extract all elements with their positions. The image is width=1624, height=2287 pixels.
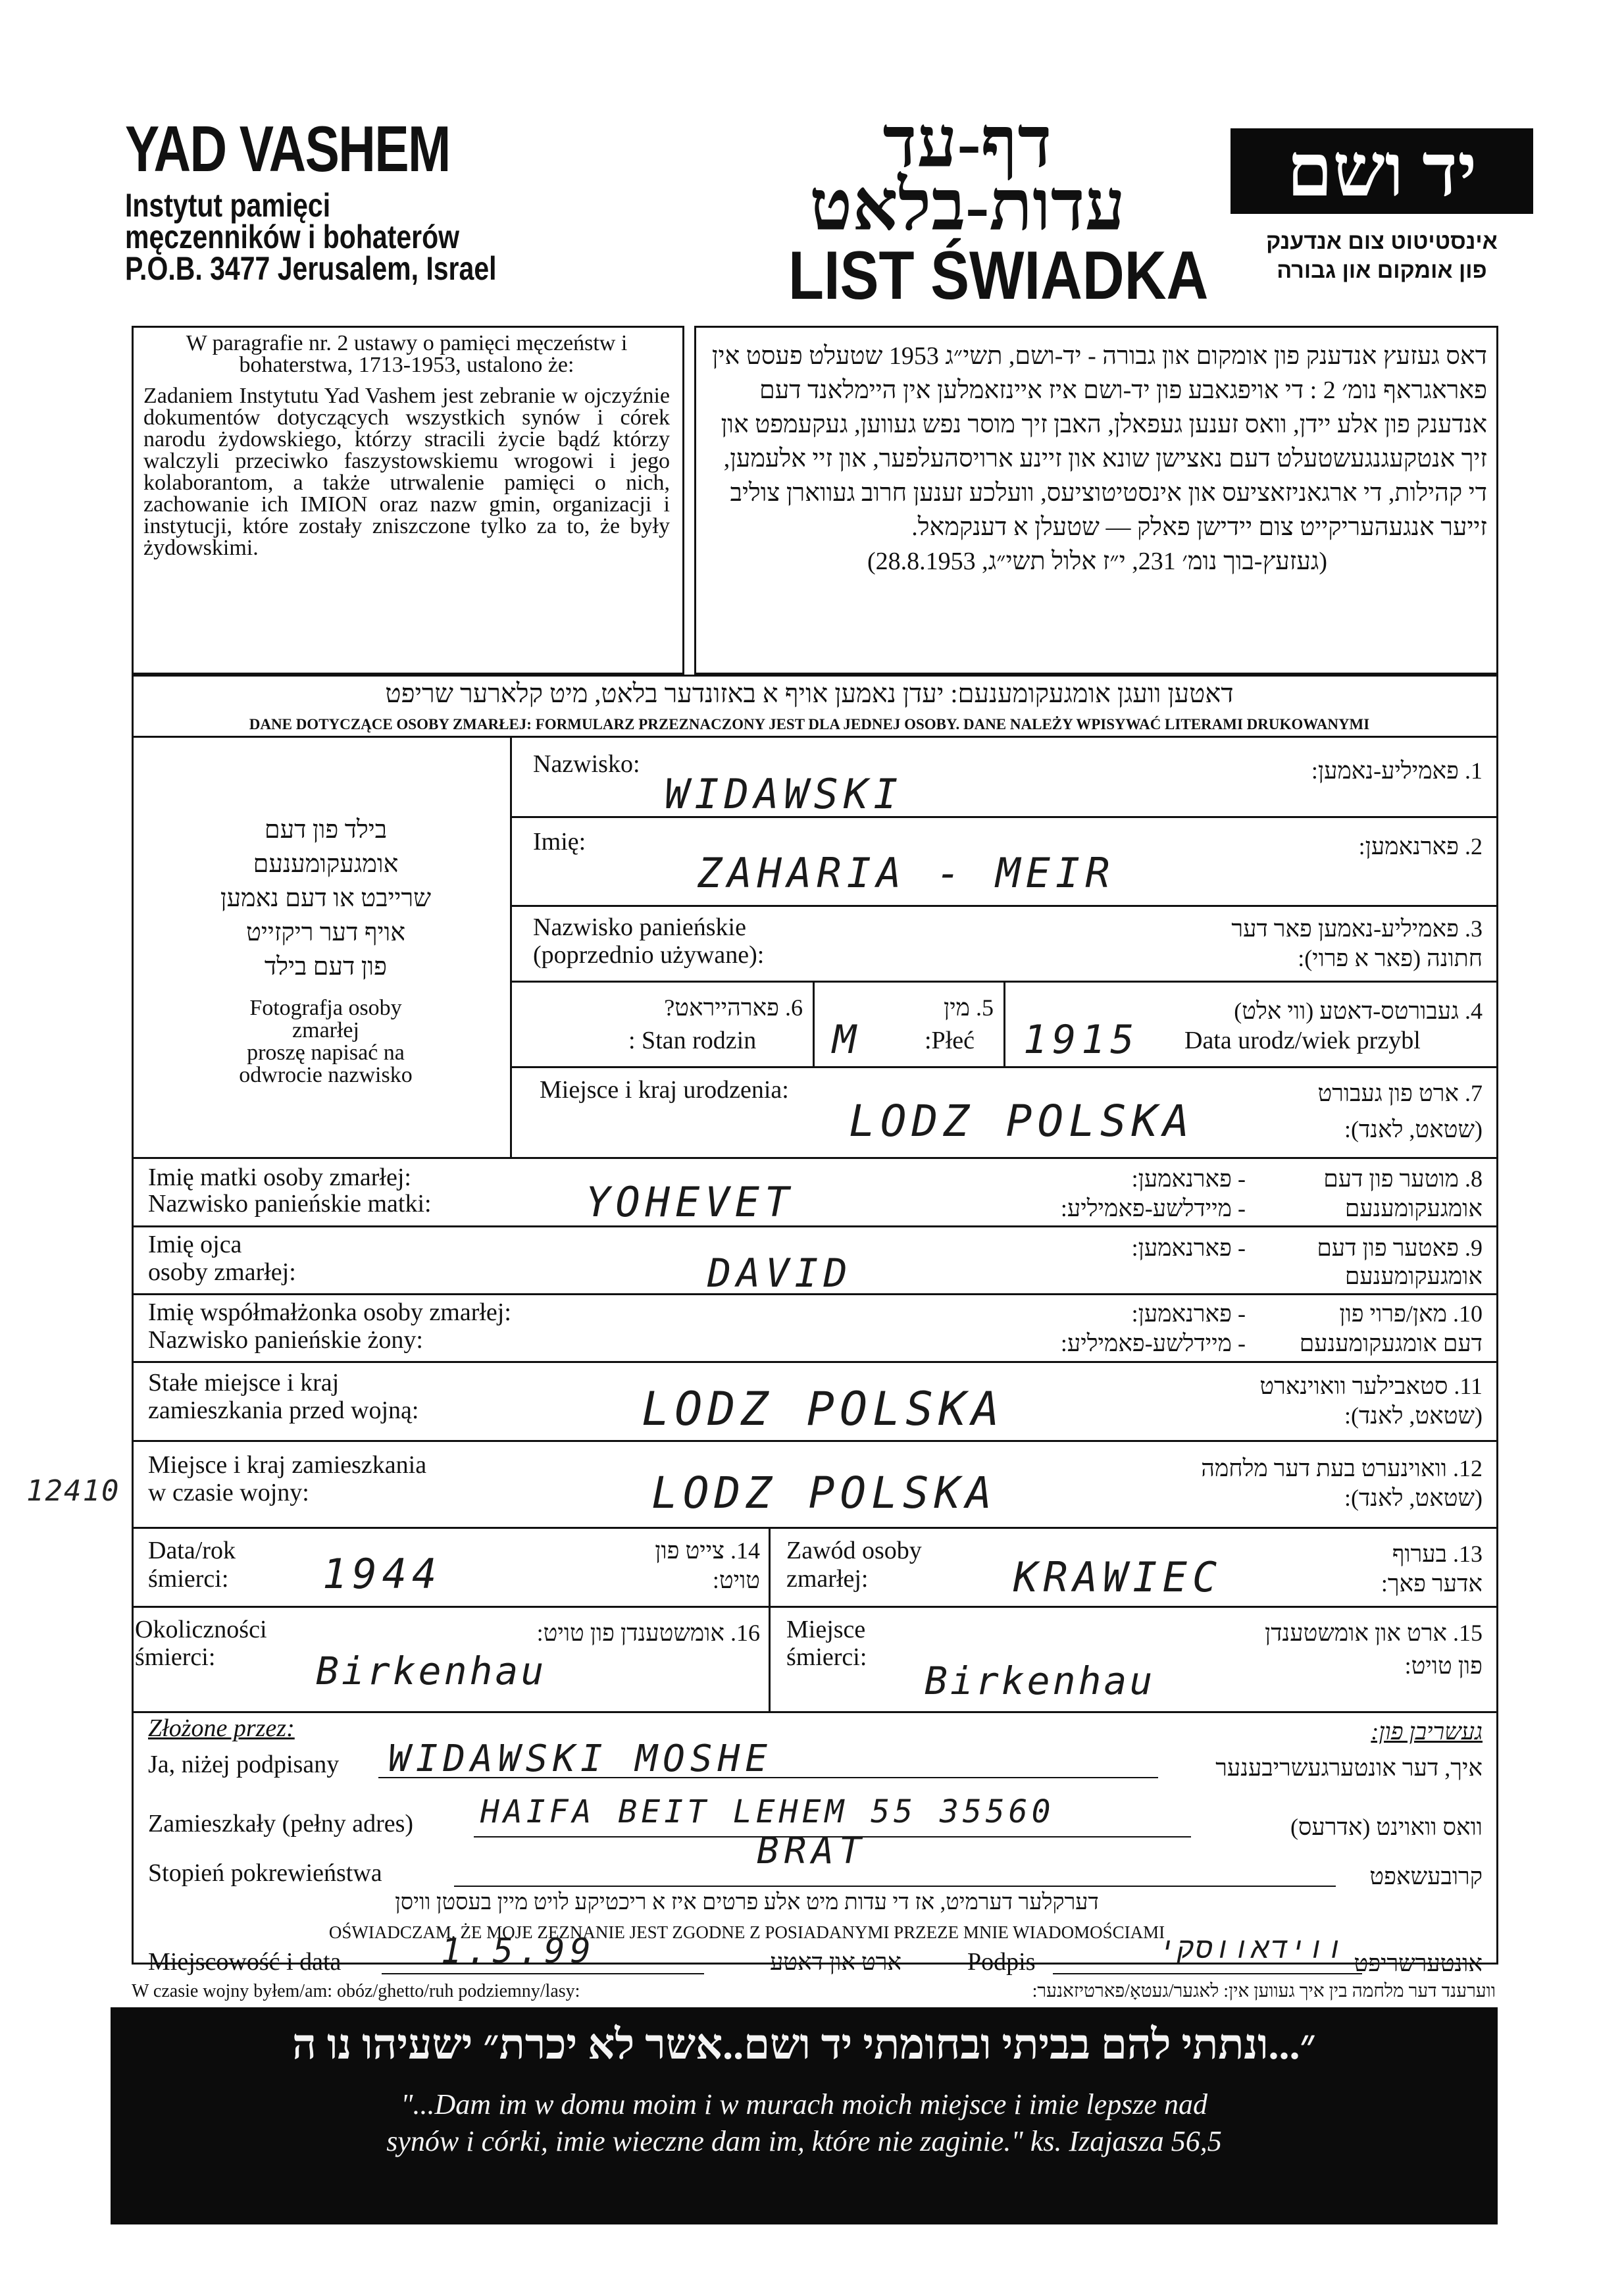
profession-label-pl-2: zmarłej:: [786, 1565, 869, 1593]
logo-subtitle: [1224, 227, 1540, 285]
divider: [132, 736, 1498, 738]
sex-label-he: 5. מין: [944, 994, 994, 1021]
death-date-label-he-2: טויט:: [712, 1567, 760, 1593]
death-place-label-pl-2: śmierci:: [786, 1643, 867, 1671]
war-residence-label-he-2: (שטאט, לאנד):: [1344, 1485, 1483, 1511]
relationship-value[interactable]: BRAT: [757, 1830, 867, 1872]
divider: [769, 1527, 771, 1711]
father-value[interactable]: DAVID: [707, 1250, 853, 1297]
declaration-he: דערקלער דערמיט, אז די עדות מיט אלע פרטים איז א ריכטיקע לויט מיין בעסטן וויסן: [395, 1890, 1099, 1914]
divider: [132, 1440, 1498, 1442]
death-place-label-he-2: פון טויט:: [1404, 1653, 1483, 1679]
birthplace-label-pl: Miejsce i kraj urodzenia:: [540, 1076, 789, 1104]
intro-hebrew-text: [707, 339, 1487, 578]
place-date-value[interactable]: 1.5.99: [441, 1932, 596, 1971]
yad-vashem-title: YAD VASHEM: [125, 113, 450, 185]
mother-label-he-1: 8. מוטער פון דעם: [1323, 1166, 1483, 1192]
submitter-name-label-pl: Ja, niżej podpisany: [148, 1751, 340, 1778]
war-residence-value[interactable]: LODZ POLSKA: [651, 1468, 998, 1518]
spouse-label-pl-2: Nazwisko panieńskie żony:: [148, 1326, 423, 1354]
maiden-name-label-pl-2: (poprzednio używane):: [533, 941, 765, 969]
notice-yiddish: דאטען וועגן אומגעקומענעם: יעדן נאמען אויף א באזונדער בלאט, מיט קלארער שריפט: [385, 679, 1234, 708]
spouse-label-he-1: 10. מאן/פרוי פון: [1339, 1300, 1483, 1327]
father-label-he-1: 9. פאטער פון דעם: [1317, 1235, 1483, 1261]
banner-polish-line-1: "...Dam im w domu moim i w murach moich miejsce i imie lepsze nad: [401, 2088, 1207, 2120]
spouse-label-he-2: דעם אומגעקומענעם: [1299, 1330, 1483, 1356]
birth-year-value[interactable]: 1915: [1023, 1017, 1140, 1063]
submitter-address-label-pl: Zamieszkały (pełny adres): [148, 1810, 414, 1837]
father-label-pl-2: osoby zmarłej:: [148, 1258, 296, 1286]
photo-pl-line: Fotografja osoby: [249, 996, 402, 1020]
surname-label-pl: Nazwisko:: [533, 750, 640, 778]
death-date-value[interactable]: 1944: [322, 1550, 442, 1598]
divider: [132, 1711, 1498, 1713]
profession-label-pl-1: Zawód osoby: [786, 1537, 922, 1564]
intro-polish-para-1: W paragrafie nr. 2 ustawy o pamięci męczeństw i bohaterstwa, 1713-1953, ustalono że:: [186, 331, 628, 377]
photo-he-line: בילד פון דעם: [264, 816, 388, 844]
place-date-label-pl: Miejscowość i data: [148, 1948, 342, 1976]
photo-he-line: שרייבט או דעם נאמען: [220, 885, 432, 912]
mother-maiden-label-he: - מיידלשע-פאמיליע:: [1060, 1195, 1246, 1221]
relationship-label-pl: Stopień pokrewieństwa: [148, 1859, 382, 1887]
intro-polish-para-2: Zadaniem Instytutu Yad Vashem jest zebranie w ojczyźnie dokumentów dotyczących wszystkich synów i córek narodu żydowskiego, którzy stracili życie bądź którzy walczyli przeciwko faszystowskiemu wrogowi i jego kolaborantom, a także utrwalenie pamięci o nich, zachowanie ich IMION oraz nazw gmin, organizacji i instytucji, które zostały zniszczone tylko za to, że były żydowskimi.: [143, 384, 670, 560]
mother-first-label-he: - פארנאמען:: [1131, 1166, 1246, 1192]
signature-value[interactable]: ווידאווסקי: [1158, 1932, 1346, 1965]
institute-address: [125, 187, 497, 287]
first-name-label-he: 2. פארנאמען:: [1358, 833, 1483, 860]
margin-note: 12410: [26, 1474, 120, 1508]
death-place-value[interactable]: Birkenhau: [925, 1658, 1155, 1703]
photo-he-line: אומגעקומענעם: [253, 850, 399, 878]
birth-date-label-he: 4. געבורטס-דאטע (ווי אלט): [1234, 998, 1483, 1024]
place-date-line: [382, 1973, 704, 1974]
divider: [132, 1527, 1498, 1529]
divider: [1003, 981, 1005, 1066]
photo-pl-line: zmarłej: [292, 1018, 359, 1042]
place-date-label-he: ארט און דאטע: [769, 1949, 901, 1975]
spouse-first-label-he: - פארנאמען:: [1131, 1300, 1246, 1327]
sex-label-pl: :Płeć: [925, 1027, 975, 1054]
surname-value[interactable]: WIDAWSKI: [665, 770, 903, 818]
war-residence-label-pl-1: Miejsce i kraj zamieszkania: [148, 1451, 427, 1479]
birthplace-label-he-1: 7. ארט פון געבורט: [1317, 1080, 1483, 1106]
spouse-maiden-label-he: - מיידלשע-פאמיליע:: [1060, 1330, 1246, 1356]
hebrew-title: [757, 104, 1178, 245]
photo-pl-line: proszę napisać na: [247, 1041, 405, 1065]
civil-status-label-pl: : Stan rodzin: [628, 1027, 757, 1054]
banner-quote-hebrew: ״...ונתתי להם בביתי ובחומתי יד ושם..אשר לא יכרת״ ישעיהו נו ה: [292, 2021, 1316, 2068]
signature-label-he: אונטערשריפט: [1354, 1950, 1483, 1976]
divider: [510, 736, 512, 1157]
mother-value[interactable]: YOHEVET: [586, 1178, 795, 1226]
maiden-name-label-he-2: חתונה (פאר א פרוי):: [1298, 945, 1483, 971]
hebrew-title-line-2: עדות-בלאט: [809, 167, 1125, 245]
death-circ-value[interactable]: Birkenhau: [316, 1649, 547, 1693]
institute-line-1: Instytut pamięci: [125, 187, 331, 224]
submitter-address-value[interactable]: HAIFA BEIT LEHEM 55 35560: [480, 1793, 1055, 1830]
residence-label-pl-2: zamieszkania przed wojną:: [148, 1397, 419, 1424]
divider: [132, 1293, 1498, 1295]
notice-polish: DANE DOTYCZĄCE OSOBY ZMARŁEJ: FORMULARZ PRZEZNACZONY JEST DLA JEDNEJ OSOBY. DANE NALEŻY WPISYWAĆ LITERAMI DRUKOWANYMI: [249, 716, 1370, 732]
relationship-line: [454, 1886, 1336, 1887]
submitter-address-label-he: וואס וואוינט (אדרעס): [1290, 1814, 1483, 1840]
signature-line: [1053, 1973, 1362, 1974]
signature-label-pl: Podpis: [967, 1948, 1036, 1976]
surname-label-he: 1. פאמיליע-נאמען:: [1311, 758, 1483, 784]
death-circ-label-pl-1: Okoliczności: [135, 1616, 267, 1643]
submitter-header-pl: Złożone przez:: [148, 1714, 295, 1742]
mother-label-pl-2: Nazwisko panieńskie matki:: [148, 1190, 432, 1218]
spouse-label-pl-1: Imię współmałżonka osoby zmarłej:: [148, 1298, 511, 1326]
quote-banner: [111, 2007, 1498, 2224]
submitter-header-he: געשריבן פון:: [1371, 1718, 1483, 1745]
divider: [132, 1157, 1498, 1159]
father-first-label-he: - פארנאמען:: [1131, 1235, 1246, 1261]
banner-polish-line-2: synów i córki, imie wieczne dam im, które nie zaginie." ks. Izajasza 56,5: [386, 2125, 1222, 2157]
photo-pl-line: odwrocie nazwisko: [239, 1063, 413, 1087]
profession-label-he-2: אדער פאך:: [1381, 1570, 1483, 1597]
list-swiadka-title: LIST ŚWIADKA: [788, 238, 1209, 314]
war-location-label-he: ווערענד דער מלחמה בין איך געווען אין: לאגער/געטאָ/פארטיזאנער:: [1032, 1981, 1496, 2001]
death-circ-label-pl-2: śmierci:: [135, 1643, 216, 1671]
institute-line-2: męczenników i bohaterów: [125, 218, 460, 255]
profession-value[interactable]: KRAWIEC: [1013, 1553, 1223, 1601]
maiden-name-label-pl-1: Nazwisko panieńskie: [533, 913, 746, 941]
civil-status-label-he: 6. פארהייראט?: [664, 994, 803, 1021]
death-date-label-pl-2: śmierci:: [148, 1565, 229, 1593]
logo-subtitle-line-1: אינסטיטוט צום אנדענק: [1266, 229, 1498, 254]
divider: [510, 905, 1498, 907]
photo-he-line: פון דעם בילד: [264, 953, 388, 981]
hebrew-title-line-1: דף-עד: [882, 104, 1052, 182]
relationship-label-he: קרובעשאפט: [1369, 1863, 1483, 1889]
photo-he-line: אויף דער ריקזייט: [245, 919, 406, 946]
war-residence-label-pl-2: w czasie wojny:: [148, 1479, 309, 1506]
divider: [132, 1225, 1498, 1227]
maiden-name-label-he-1: 3. פאמיליע-נאמען פאר דער: [1231, 915, 1483, 942]
declaration-pl: OŚWIADCZAM, ŻE MOJE ZEZNANIE JEST ZGODNE Z POSIADANYMI PRZEZE MNIE WIADOMOŚCIAMI: [328, 1922, 1165, 1942]
mother-label-he-2: אומגעקומענעם: [1344, 1195, 1483, 1221]
profession-label-he-1: 13. בערוף: [1392, 1541, 1483, 1567]
residence-value[interactable]: LODZ POLSKA: [642, 1382, 1005, 1436]
residence-label-he-2: (שטאט, לאנד):: [1344, 1402, 1483, 1429]
death-date-label-pl-1: Data/rok: [148, 1537, 236, 1564]
institute-line-3: P.O.B. 3477 Jerusalem, Israel: [125, 250, 497, 287]
submitter-name-value[interactable]: WIDAWSKI MOSHE: [388, 1737, 773, 1780]
residence-label-he-1: 11. סטאבילער וואוינארט: [1259, 1373, 1483, 1399]
father-label-he-2: אומגעקומענעם: [1344, 1263, 1483, 1289]
divider: [813, 981, 815, 1066]
sex-value[interactable]: M: [832, 1017, 862, 1063]
intro-hebrew-ref: (געזעץ-בוך נומ׳ 231, י״ז אלול תשי״ג, 28.8.1953): [867, 548, 1328, 575]
intro-polish-text: [143, 332, 670, 568]
death-place-label-pl-1: Miejsce: [786, 1616, 866, 1643]
divider: [510, 816, 1498, 818]
birth-date-label-pl: Data urodz/wiek przybl: [1184, 1027, 1421, 1054]
photo-instructions-polish: [161, 997, 490, 1087]
father-label-pl-1: Imię ojca: [148, 1231, 242, 1258]
birthplace-value[interactable]: LODZ POLSKA: [849, 1096, 1195, 1146]
photo-instructions-yiddish: [161, 813, 490, 984]
war-residence-label-he-1: 12. וואוינערט בעת דער מלחמה: [1201, 1455, 1483, 1481]
birthplace-label-he-2: (שטאט, לאנד):: [1344, 1116, 1483, 1143]
first-name-label-pl: Imię:: [533, 828, 586, 856]
death-date-label-he-1: 14. צייט פון: [655, 1537, 760, 1564]
death-circ-label-he: 16. אומשטענדן פון טויט:: [536, 1620, 760, 1646]
intro-hebrew-body: דאס געזעץ אנדענק פון אומקום און גבורה - יד-ושם, תשי״ג 1953 שטעלט פעסט אין פאראגראף נומ׳ 2 : די אויפגאבע פון יד-ושם איז איינזאמלען אין היימלאנד דעם אנדענק פון אלע יידן, וואס זענען געפאלן, האבן זיך מוסר נפש געווען, געקעמפט און זיך אנטקעגנגעשטעלט דעם נאצישן שונא און זיינע ארויסהעלפער, און זיי אלעמען, די קהילות, די ארגאניזאציעס און אינסטיטוציעס, וועלכע זענען חרוב געווארן צוליב זייער אנגעהעריקייט צום יידישן פאלק — שטעלן א דענקמאל.: [711, 342, 1487, 541]
divider: [510, 1066, 1498, 1068]
logo-subtitle-line-2: פון אומקום און גבורה: [1277, 258, 1487, 283]
yad-vashem-logo: יד ושם: [1231, 128, 1533, 214]
death-place-label-he-1: 15. ארט און אומשטענדן: [1265, 1620, 1483, 1646]
divider: [132, 1361, 1498, 1363]
war-location-label-pl: W czasie wojny byłem/am: obóz/ghetto/ruh podziemny/lasy:: [132, 1981, 580, 2001]
banner-quote-polish: [111, 2086, 1498, 2160]
divider: [132, 1606, 1498, 1608]
submitter-name-label-he: איך, דער אונטערגעשריבענער: [1215, 1755, 1483, 1781]
mother-label-pl-1: Imię matki osoby zmarłej:: [148, 1164, 411, 1191]
residence-label-pl-1: Stałe miejsce i kraj: [148, 1369, 340, 1397]
first-name-value[interactable]: ZAHARIA - MEIR: [698, 849, 1115, 897]
